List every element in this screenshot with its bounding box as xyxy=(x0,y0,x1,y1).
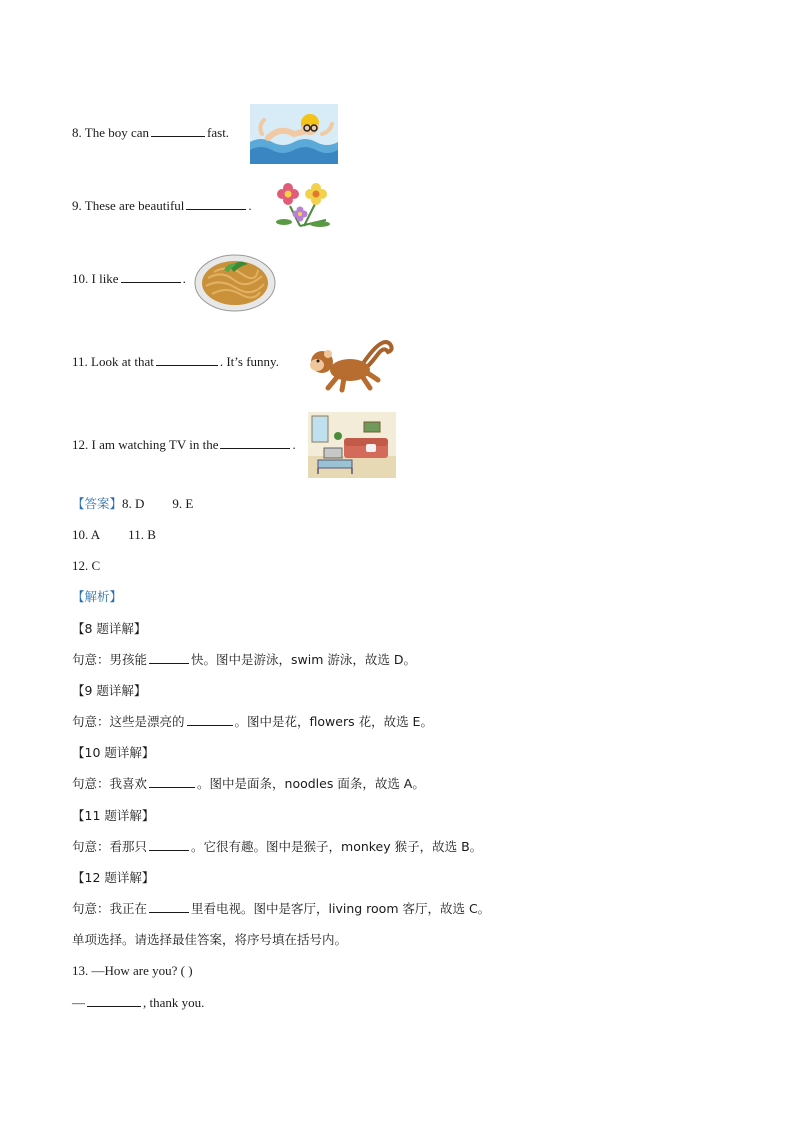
question-11-blank[interactable] xyxy=(156,354,218,366)
analysis-12-title: 【12 题详解】 xyxy=(72,870,155,885)
flowers-icon xyxy=(270,180,346,232)
answers-row-3 xyxy=(72,557,100,575)
answer-12: 12. C xyxy=(72,558,101,573)
question-11-prefix: 11. Look at that xyxy=(72,354,154,369)
living-room-icon xyxy=(308,412,396,478)
analysis-9-blank xyxy=(187,714,233,726)
analysis-10-text xyxy=(72,775,425,793)
question-12-suffix: . xyxy=(292,437,296,452)
analysis-10-blank xyxy=(149,776,195,788)
analysis-11-post: 。它很有趣。图中是猴子，monkey 猴子，故选 B。 xyxy=(191,839,483,854)
noodles-icon xyxy=(194,250,276,312)
analysis-11-text xyxy=(72,838,482,856)
question-10-prefix: 10. I like xyxy=(72,271,119,286)
analysis-12-text xyxy=(72,900,490,918)
analysis-12-post: 里看电视。图中是客厅，living room 客厅，故选 C。 xyxy=(191,901,491,916)
question-13-suffix: , thank you. xyxy=(143,995,205,1010)
question-8 xyxy=(72,125,229,141)
analysis-10-pre: 句意：我喜欢 xyxy=(72,776,148,791)
question-11 xyxy=(72,354,279,370)
question-9 xyxy=(72,198,252,214)
answer-11: 11. B xyxy=(128,527,156,542)
question-13-blank[interactable] xyxy=(87,995,141,1007)
swimmer-icon xyxy=(250,104,338,164)
analysis-9-post: 。图中是花，flowers 花，故选 E。 xyxy=(234,714,433,729)
question-8-suffix: fast. xyxy=(207,125,230,140)
analysis-8-post: 快。图中是游泳，swim 游泳，故选 D。 xyxy=(191,652,416,667)
answers-row-2 xyxy=(72,526,156,544)
answer-10: 10. A xyxy=(72,527,101,542)
section-instruction: 单项选择。请选择最佳答案，将序号填在括号内。 xyxy=(72,932,348,947)
question-13-line-2 xyxy=(72,994,204,1012)
analysis-10-title: 【10 题详解】 xyxy=(72,745,155,760)
analysis-11-pre: 句意：看那只 xyxy=(72,839,148,854)
analysis-8-blank xyxy=(149,652,189,664)
answer-9: 9. E xyxy=(172,496,194,511)
analysis-9-title: 【9 题详解】 xyxy=(72,683,147,698)
question-8-blank[interactable] xyxy=(151,125,205,137)
question-10-suffix: . xyxy=(182,271,186,286)
question-12 xyxy=(72,437,296,453)
question-9-prefix: 9. These are beautiful xyxy=(72,198,185,213)
analysis-9-pre: 句意：这些是漂亮的 xyxy=(72,714,185,729)
answer-8: 8. D xyxy=(122,496,145,511)
question-10 xyxy=(72,271,186,287)
answers-label: 【答案】 xyxy=(72,496,123,511)
question-10-blank[interactable] xyxy=(121,271,181,283)
analysis-9-text xyxy=(72,713,433,731)
question-9-suffix: . xyxy=(248,198,252,213)
question-11-suffix: . It’s funny. xyxy=(219,354,279,369)
analysis-11-blank xyxy=(149,839,189,851)
question-13-dash: — xyxy=(72,995,85,1010)
answers-row-1 xyxy=(72,495,193,513)
analysis-8-pre: 句意：男孩能 xyxy=(72,652,148,667)
monkey-icon xyxy=(304,332,398,394)
analysis-8-title: 【8 题详解】 xyxy=(72,621,147,636)
question-12-prefix: 12. I am watching TV in the xyxy=(72,437,219,452)
analysis-12-pre: 句意：我正在 xyxy=(72,901,148,916)
question-9-blank[interactable] xyxy=(186,198,246,210)
question-12-blank[interactable] xyxy=(220,437,290,449)
analysis-12-blank xyxy=(149,901,189,913)
analysis-8-text xyxy=(72,651,416,669)
analysis-11-title: 【11 题详解】 xyxy=(72,808,155,823)
question-8-prefix: 8. The boy can xyxy=(72,125,150,140)
analysis-10-post: 。图中是面条，noodles 面条，故选 A。 xyxy=(197,776,425,791)
analysis-label: 【解析】 xyxy=(72,589,123,604)
question-13-line-1: 13. —How are you? ( ) xyxy=(72,963,193,978)
